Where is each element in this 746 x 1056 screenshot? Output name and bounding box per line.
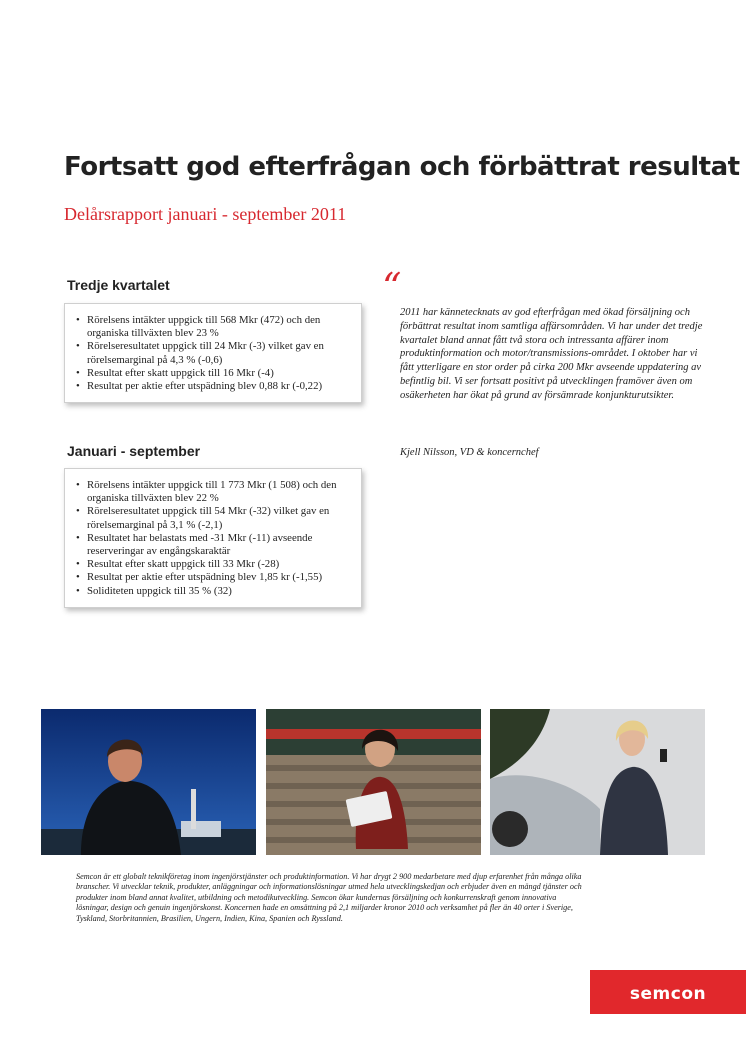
page-subtitle: Delårsrapport januari - september 2011	[64, 204, 347, 224]
q3-highlights-list	[65, 314, 355, 393]
quote-mark-icon: “	[382, 265, 402, 309]
list-item: • Rörelsens intäkter uppgick till 568 Mkr (472) och den organiska tillväxten blev 23 %	[65, 314, 355, 340]
list-item: • Resultat efter skatt uppgick till 33 Mkr (-28)	[65, 558, 355, 571]
section-heading-ytd: Januari - september	[67, 443, 201, 459]
semcon-logo	[590, 970, 746, 1014]
list-item: • Rörelseresultatet uppgick till 54 Mkr (-32) vilket gav en rörelsemarginal på 3,1 % (-2,1)	[65, 505, 355, 531]
list-item: • Rörelseresultatet uppgick till 24 Mkr (-3) vilket gav en rörelsemarginal på 4,3 % (-0,6)	[65, 340, 355, 366]
quote-author: Kjell Nilsson, VD & koncernchef	[400, 447, 539, 458]
ytd-highlights-list	[65, 479, 355, 598]
page-title: Fortsatt god efterfrågan och förbättrat resultat	[64, 152, 740, 182]
ceo-quote: 2011 har kännetecknats av god efterfrågan med ökad försäljning och förbättrat resultat inom samtliga affärsområden. Vi har under det tredje kvartalet bland annat fått två stora och intressanta affärer inom produktinformation och motor/transmissions-området. I oktober har vi fått ytterligare en stor order på cirka 200 Mkr avseende uppdatering av befintlig bil. Vi ser fortsatt positivt på utvecklingen framöver även om osäkerheten har ökat på grund av försämrade konjunkturutsikter.	[400, 307, 703, 401]
photo-woman-laptop	[266, 709, 481, 855]
list-item: • Resultat per aktie efter utspädning blev 0,88 kr (-0,22)	[65, 380, 355, 393]
company-description: Semcon är ett globalt teknikföretag inom ingenjörstjänster och produktinformation. Vi har drygt 2 900 medarbetare med djup erfarenhet från många olika branscher. Vi utvecklar teknik, produkter, anläggningar och informationslösningar utmed hela utvecklingskedjan och erbjuder även en mängd tjänster och produkter inom bland annat kvalitet, utbildning och metodikutveckling. Semcon ökar kundernas försäljning och konkurrenskraft genom innovativa lösningar, design och genuin ingenjörskonst. Koncernen hade en omsättning på 2,1 miljarder kronor 2010 och verksamhet på fler än 40 orter i Sverige, Tyskland, Storbritannien, Brasilien, Ungern, Indien, Kina, Spanien och Ryssland.	[76, 872, 582, 923]
photo-woman-outdoor	[41, 709, 256, 855]
q3-highlights-box	[64, 303, 362, 403]
logo-text: semcon	[629, 984, 707, 1004]
list-item: • Resultat per aktie efter utspädning blev 1,85 kr (-1,55)	[65, 571, 355, 584]
list-item: • Resultatet har belastats med -31 Mkr (-11) avseende reserveringar av engångskaraktär	[65, 532, 355, 558]
list-item: • Rörelsens intäkter uppgick till 1 773 Mkr (1 508) och den organiska tillväxten blev 22 %	[65, 479, 355, 505]
ytd-highlights-box	[64, 468, 362, 608]
list-item: • Soliditeten uppgick till 35 % (32)	[65, 585, 355, 598]
photo-woman-phone-car	[490, 709, 705, 855]
section-heading-q3: Tredje kvartalet	[67, 277, 170, 293]
list-item: • Resultat efter skatt uppgick till 16 Mkr (-4)	[65, 367, 355, 380]
